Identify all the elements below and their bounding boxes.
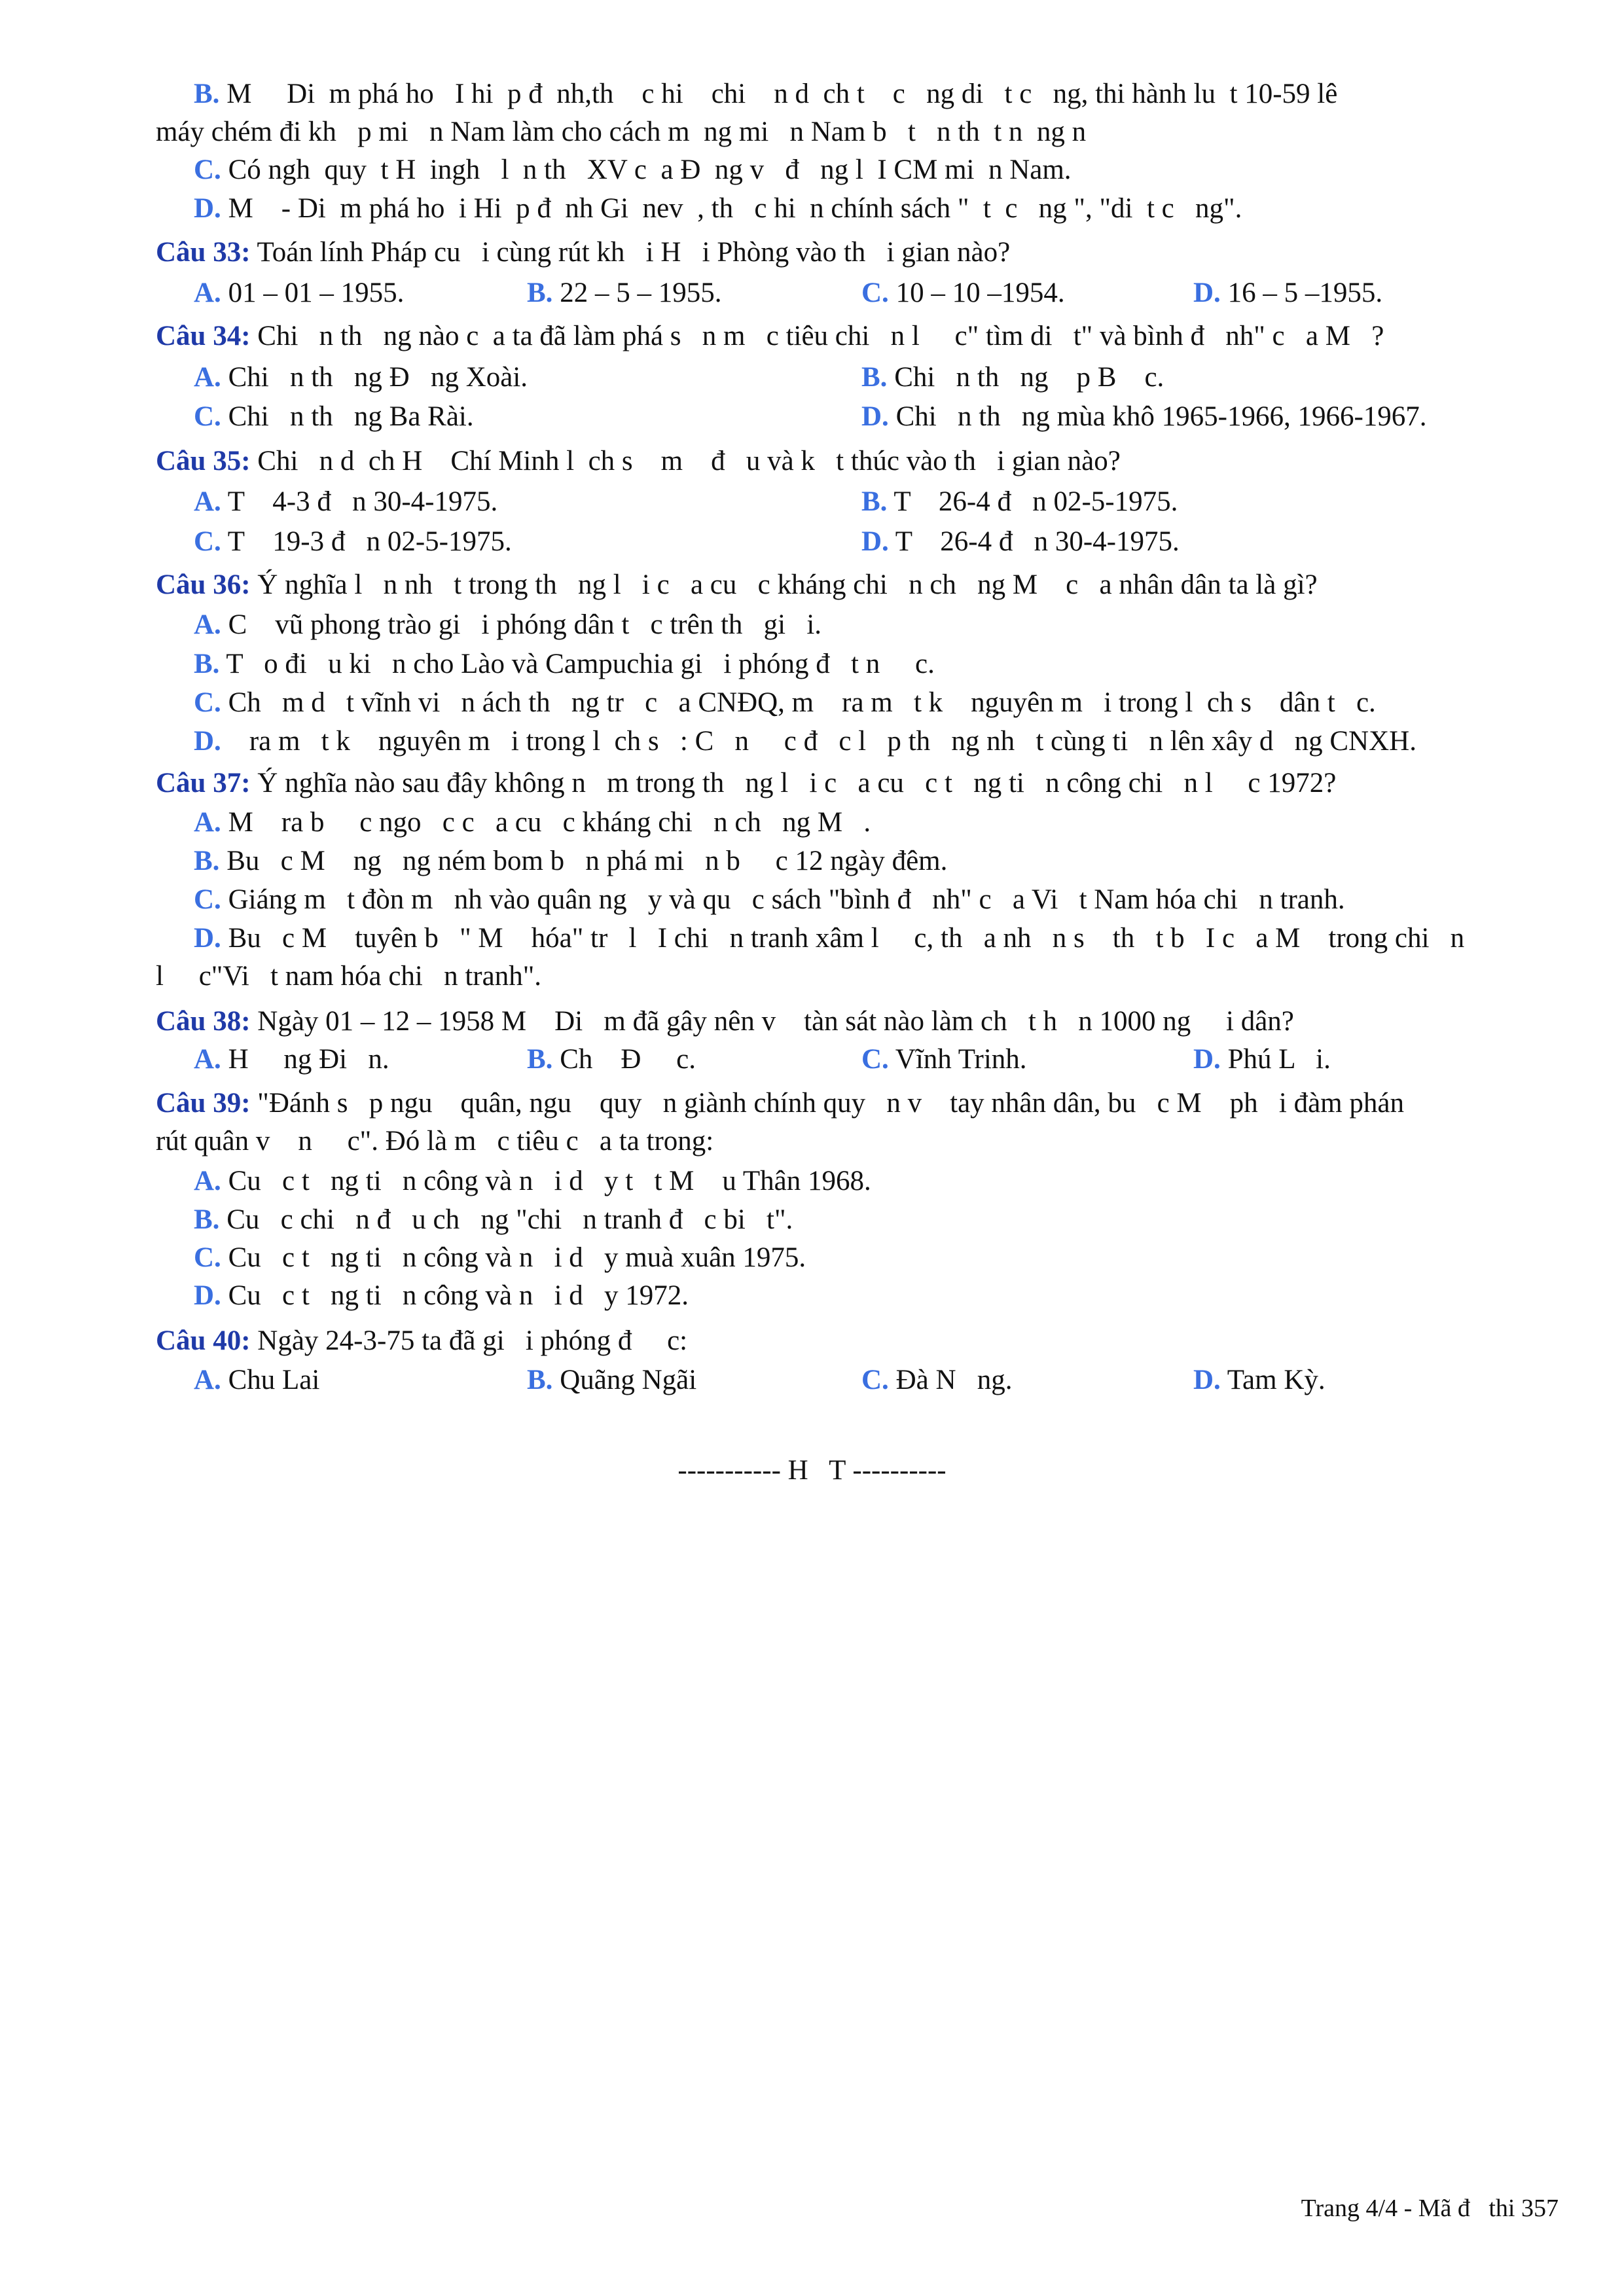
option-text: M Di m phá ho I hi p đ nh,th c hi chi n d ch t c ng di t c ng, thi hành lu t 10-59 lê	[226, 79, 1338, 109]
q39-option-a	[194, 1167, 871, 1195]
option-label: C.	[194, 884, 221, 915]
q38-option-d	[1193, 1045, 1331, 1073]
q40-option-c	[861, 1366, 1013, 1394]
option-text: Đà N ng.	[895, 1365, 1013, 1395]
option-text: 01 – 01 – 1955.	[228, 278, 405, 308]
q34-option-b	[861, 363, 1164, 391]
question-38	[156, 1007, 1294, 1035]
option-text: Có ngh quy t H ingh l n th XV c a Đ ng v đ ng l I CM mi n Nam.	[228, 154, 1072, 185]
q34-option-a	[194, 363, 528, 391]
option-text: Vĩnh Trinh.	[895, 1044, 1027, 1075]
question-label: Câu 33:	[156, 237, 251, 268]
q40-option-a	[194, 1366, 319, 1394]
page-footer: Trang 4/4 - Mã đ thi 357	[1301, 2195, 1559, 2222]
q37-option-c	[194, 886, 1345, 914]
q39-option-c	[194, 1244, 806, 1272]
option-text: Chi n th ng Ba Rài.	[228, 401, 474, 432]
question-33	[156, 238, 1010, 266]
option-label: B.	[527, 278, 553, 308]
question-39-cont: rút quân v n c". Đó là m c tiêu c a ta trong:	[156, 1126, 714, 1157]
question-text: Chi n d ch H Chí Minh l ch s m đ u và k t thúc vào th i gian nào?	[257, 446, 1121, 476]
q37-option-d	[194, 924, 1464, 952]
option-label: A.	[194, 609, 221, 640]
option-text: Chi n th ng p B c.	[894, 362, 1164, 393]
q38-option-b	[527, 1045, 696, 1073]
option-text: ra m t k nguyên m i trong l ch s : C n c đ c l p th ng nh t cùng ti n lên xây d ng CNXH.	[228, 726, 1416, 757]
q32-option-b	[194, 80, 1337, 108]
option-text: C vũ phong trào gi i phóng dân t c trên th gi i.	[228, 609, 822, 640]
option-text: Chu Lai	[228, 1365, 320, 1395]
option-label: B.	[861, 362, 888, 393]
question-35	[156, 447, 1121, 475]
option-label: A.	[194, 278, 221, 308]
option-label: D.	[194, 193, 221, 224]
question-36	[156, 571, 1318, 599]
option-label: A.	[194, 1044, 221, 1075]
question-37	[156, 769, 1336, 797]
question-label: Câu 38:	[156, 1006, 251, 1037]
option-text: T o đi u ki n cho Lào và Campuchia gi i phóng đ t n c.	[226, 649, 935, 679]
q35-option-b	[861, 488, 1178, 516]
option-text: Phú L i.	[1227, 1044, 1331, 1075]
option-text: Bu c M ng ng ném bom b n phá mi n b c 12 ngày đêm.	[226, 846, 948, 876]
option-label: B.	[194, 649, 220, 679]
q36-option-d	[194, 727, 1416, 755]
option-text: Chi n th ng Đ ng Xoài.	[228, 362, 528, 393]
q34-option-d	[861, 403, 1427, 431]
option-text: 16 – 5 –1955.	[1227, 278, 1383, 308]
q33-option-c	[861, 279, 1065, 307]
question-label: Câu 35:	[156, 446, 251, 476]
q39-option-b	[194, 1206, 793, 1234]
option-text: 22 – 5 – 1955.	[560, 278, 722, 308]
q36-option-b	[194, 650, 935, 678]
option-label: B.	[194, 846, 220, 876]
option-text: Chi n th ng mùa khô 1965-1966, 1966-1967.	[895, 401, 1427, 432]
option-label: C.	[861, 1365, 889, 1395]
q32-option-c	[194, 156, 1072, 184]
q32-option-d	[194, 194, 1242, 223]
option-text: H ng Đi n.	[228, 1044, 389, 1075]
option-text: Cu c chi n đ u ch ng "chi n tranh đ c bi t".	[226, 1204, 793, 1235]
option-text: T 26-4 đ n 02-5-1975.	[893, 486, 1178, 517]
option-label: D.	[1193, 278, 1221, 308]
option-label: B.	[194, 79, 220, 109]
option-label: D.	[861, 526, 889, 557]
q40-option-b	[527, 1366, 696, 1394]
option-text: 10 – 10 –1954.	[895, 278, 1065, 308]
q32-option-b-cont: máy chém đi kh p mi n Nam làm cho cách m ng mi n Nam b t n th t n ng n	[156, 117, 1087, 147]
q36-option-a	[194, 611, 821, 639]
option-label: D.	[1193, 1044, 1221, 1075]
question-label: Câu 40:	[156, 1325, 251, 1356]
option-label: B.	[861, 486, 888, 517]
question-text: "Đánh s p ngu quân, ngu quy n giành chính quy n v tay nhân dân, bu c M ph i đàm phán	[257, 1088, 1404, 1119]
option-label: B.	[527, 1365, 553, 1395]
option-text: T 19-3 đ n 02-5-1975.	[227, 526, 512, 557]
option-label: A.	[194, 807, 221, 838]
option-label: A.	[194, 1365, 221, 1395]
q35-option-d	[861, 528, 1180, 556]
end-marker: ----------- H T ----------	[677, 1455, 947, 1486]
option-text: Bu c M tuyên b " M hóa" tr l I chi n tranh xâm l c, th a nh n s th t b I c a M trong chi n	[228, 923, 1465, 954]
option-text: M ra b c ngo c c a cu c kháng chi n ch ng M .	[228, 807, 871, 838]
option-label: B.	[527, 1044, 553, 1075]
q36-option-c	[194, 689, 1376, 717]
option-text: Ch m d t vĩnh vi n ách th ng tr c a CNĐQ, m ra m t k nguyên m i trong l ch s dân t c.	[228, 687, 1376, 718]
option-label: A.	[194, 486, 221, 517]
q33-option-b	[527, 279, 721, 307]
option-label: C.	[194, 687, 221, 718]
option-label: D.	[1193, 1365, 1221, 1395]
q38-option-c	[861, 1045, 1027, 1073]
option-text: T 4-3 đ n 30-4-1975.	[227, 486, 498, 517]
q38-option-a	[194, 1045, 389, 1073]
q33-option-d	[1193, 279, 1382, 307]
option-label: C.	[861, 278, 889, 308]
option-label: A.	[194, 1166, 221, 1196]
option-label: D.	[861, 401, 889, 432]
q37-option-d-cont: l c"Vi t nam hóa chi n tranh".	[156, 961, 542, 992]
option-text: Cu c t ng ti n công và n i d y 1972.	[228, 1280, 689, 1311]
option-label: D.	[194, 1280, 221, 1311]
question-label: Câu 36:	[156, 569, 251, 600]
q39-option-d	[194, 1282, 689, 1310]
option-text: T 26-4 đ n 30-4-1975.	[895, 526, 1180, 557]
q35-option-c	[194, 528, 512, 556]
question-39	[156, 1089, 1404, 1117]
question-text: Ý nghĩa l n nh t trong th ng l i c a cu c kháng chi n ch ng M c a nhân dân ta là gì?	[257, 569, 1318, 600]
q35-option-a	[194, 488, 497, 516]
question-text: Ngày 01 – 12 – 1958 M Di m đã gây nên v tàn sát nào làm ch t h n 1000 ng i dân?	[257, 1006, 1294, 1037]
option-text: M - Di m phá ho i Hi p đ nh Gi nev , th c hi n chính sách " t c ng ", "di t c ng".	[228, 193, 1242, 224]
q40-option-d	[1193, 1366, 1326, 1394]
option-text: Giáng m t đòn m nh vào quân ng y và qu c sách "bình đ nh" c a Vi t Nam hóa chi n tranh.	[228, 884, 1345, 915]
option-label: B.	[194, 1204, 220, 1235]
option-text: Quãng Ngãi	[560, 1365, 697, 1395]
q37-option-b	[194, 847, 947, 875]
q37-option-a	[194, 808, 871, 836]
option-label: C.	[194, 526, 221, 557]
option-label: C.	[194, 1242, 221, 1273]
question-text: Toán lính Pháp cu i cùng rút kh i H i Phòng vào th i gian nào?	[257, 237, 1011, 268]
option-label: A.	[194, 362, 221, 393]
q33-option-a	[194, 279, 404, 307]
question-text: Chi n th ng nào c a ta đã làm phá s n m c tiêu chi n l c" tìm di t" và bình đ nh" c a M ?	[257, 321, 1384, 351]
question-40	[156, 1327, 687, 1355]
option-label: C.	[194, 401, 221, 432]
option-text: Cu c t ng ti n công và n i d y muà xuân 1975.	[228, 1242, 806, 1273]
option-label: D.	[194, 726, 221, 757]
question-text: Ngày 24-3-75 ta đã gi i phóng đ c:	[257, 1325, 688, 1356]
option-label: D.	[194, 923, 221, 954]
option-text: Ch Đ c.	[560, 1044, 696, 1075]
option-text: Cu c t ng ti n công và n i d y t t M u Thân 1968.	[228, 1166, 871, 1196]
q34-option-c	[194, 403, 474, 431]
question-text: Ý nghĩa nào sau đây không n m trong th ng l i c a cu c t ng ti n công chi n l c 1972?	[257, 768, 1337, 798]
option-text: Tam Kỳ.	[1227, 1365, 1326, 1395]
question-label: Câu 34:	[156, 321, 251, 351]
option-label: C.	[194, 154, 221, 185]
question-label: Câu 39:	[156, 1088, 251, 1119]
option-label: C.	[861, 1044, 889, 1075]
question-34	[156, 322, 1384, 350]
question-label: Câu 37:	[156, 768, 251, 798]
